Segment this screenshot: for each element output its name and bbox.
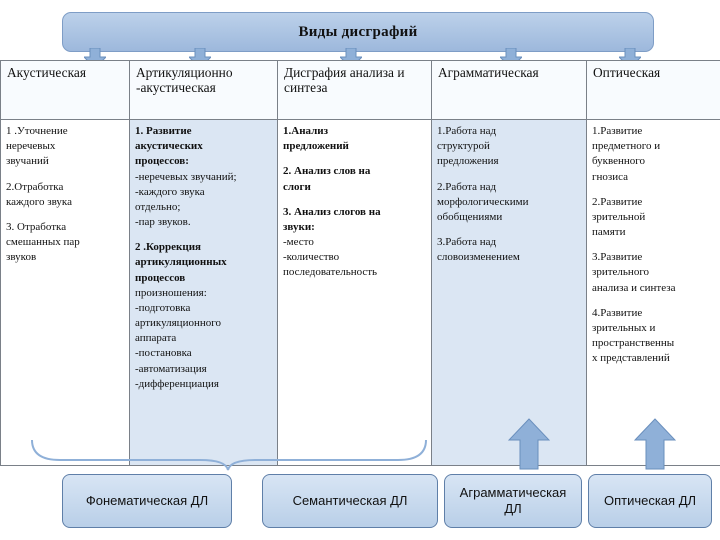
list-item <box>592 124 715 185</box>
list-item <box>283 205 426 281</box>
list-item <box>437 124 581 170</box>
up-arrow-icon <box>634 418 676 470</box>
list-item-line: акустических <box>135 140 203 153</box>
list-item-line: 4.Развитие <box>592 306 643 319</box>
diagram-title: Виды дисграфий <box>62 12 654 52</box>
list-item-line: гнозиса <box>592 170 629 183</box>
header-articulatory-acoustic: Артикуляционно -акустическая <box>130 61 278 120</box>
header-acoustic: Акустическая <box>1 61 130 120</box>
list-item <box>437 235 581 265</box>
list-item-line: 2. Анализ слов на <box>283 165 371 178</box>
column-acoustic-content <box>1 120 130 466</box>
list-item-line: предметного и <box>592 140 661 153</box>
list-item <box>283 164 426 194</box>
list-item-line: каждого звука <box>6 195 72 208</box>
column-agrammatic-content <box>432 120 587 466</box>
list-item-line: 1.Анализ <box>283 125 329 137</box>
list-item <box>135 124 272 230</box>
list-item <box>135 240 272 392</box>
optical-dl-box: Оптическая ДЛ <box>588 474 712 528</box>
list-item-line: звуков <box>6 251 37 264</box>
list-item-line: зрительного <box>592 266 650 279</box>
list-item-line: 2.Отработка <box>6 180 64 193</box>
list-item-line: 1 .Уточнение <box>6 125 68 137</box>
list-item-line: -количество <box>283 251 340 264</box>
list-item-line: предложений <box>283 140 349 153</box>
list-item <box>6 220 124 266</box>
list-item-line: артикуляционного <box>135 317 221 330</box>
list-item <box>437 180 581 226</box>
phonematic-dl-box: Фонематическая ДЛ <box>62 474 232 528</box>
list-item-line: слоги <box>283 180 311 193</box>
list-item-line: 1.Развитие <box>592 125 643 137</box>
list-item-line: буквенного <box>592 155 646 168</box>
list-item-line: -автоматизация <box>135 362 207 375</box>
list-item <box>6 180 124 210</box>
list-item-line: 2.Работа над <box>437 180 497 193</box>
list-item-line: -дифференциация <box>135 377 219 390</box>
column-articulatory-acoustic-content <box>130 120 278 466</box>
list-item-line: пространственны <box>592 337 675 350</box>
list-item <box>592 195 715 241</box>
list-item-line: морфологическими <box>437 195 529 208</box>
list-item <box>283 124 426 154</box>
up-arrow-icon <box>508 418 550 470</box>
list-item-line: 3. Отработка <box>6 220 67 233</box>
list-item-line: памяти <box>592 226 626 239</box>
list-item-line: -постановка <box>135 347 192 360</box>
list-item-line: артикуляционных <box>135 256 227 269</box>
list-item-line: анализа и синтеза <box>592 281 676 294</box>
header-agrammatic: Аграмматическая <box>432 61 587 120</box>
list-item-line: звучаний <box>6 155 49 168</box>
list-item-line: предложения <box>437 155 499 168</box>
list-item-line: смешанных пар <box>6 236 80 249</box>
column-analysis-synthesis-content <box>278 120 432 466</box>
list-item-line: словоизменением <box>437 251 520 264</box>
list-item-line: 3.Развитие <box>592 251 643 264</box>
column-optical-content <box>587 120 720 466</box>
list-item-line: -неречевых звучаний; <box>135 170 237 183</box>
semantic-dl-box: Семантическая ДЛ <box>262 474 438 528</box>
list-item-line: отдельно; <box>135 200 181 213</box>
list-item-line: неречевых <box>6 140 56 153</box>
list-item-line: зрительной <box>592 210 646 223</box>
list-item-line: процессов: <box>135 155 189 168</box>
bracket-connector <box>30 438 430 472</box>
list-item-line: 3. Анализ слогов на <box>283 205 381 218</box>
list-item <box>6 124 124 170</box>
dysgraphia-table <box>0 60 720 466</box>
list-item-line: -пар звуков. <box>135 216 191 229</box>
header-analysis-synthesis: Дисграфия анализа и синтеза <box>278 61 432 120</box>
list-item-line: 1. Развитие <box>135 125 192 137</box>
list-item-line: -место <box>283 236 314 249</box>
list-item-line: зрительных и <box>592 321 656 334</box>
list-item-line: обобщениями <box>437 210 503 223</box>
list-item <box>592 250 715 296</box>
list-item-line: -подготовка <box>135 301 191 314</box>
agrammatic-dl-box: Аграмматическая ДЛ <box>444 474 582 528</box>
list-item-line: структурой <box>437 140 490 153</box>
list-item-line: звуки: <box>283 220 315 233</box>
list-item-line: 3.Работа над <box>437 236 497 249</box>
header-optical: Оптическая <box>587 61 720 120</box>
list-item-line: последовательность <box>283 266 378 279</box>
list-item-line: аппарата <box>135 332 177 345</box>
list-item-line: произношения: <box>135 286 207 299</box>
list-item-line: 2 .Коррекция <box>135 241 202 254</box>
list-item-line: х представлений <box>592 352 670 365</box>
list-item-line: 1.Работа над <box>437 125 497 137</box>
list-item <box>592 306 715 367</box>
list-item-line: -каждого звука <box>135 185 205 198</box>
list-item-line: 2.Развитие <box>592 195 643 208</box>
list-item-line: процессов <box>135 271 186 284</box>
